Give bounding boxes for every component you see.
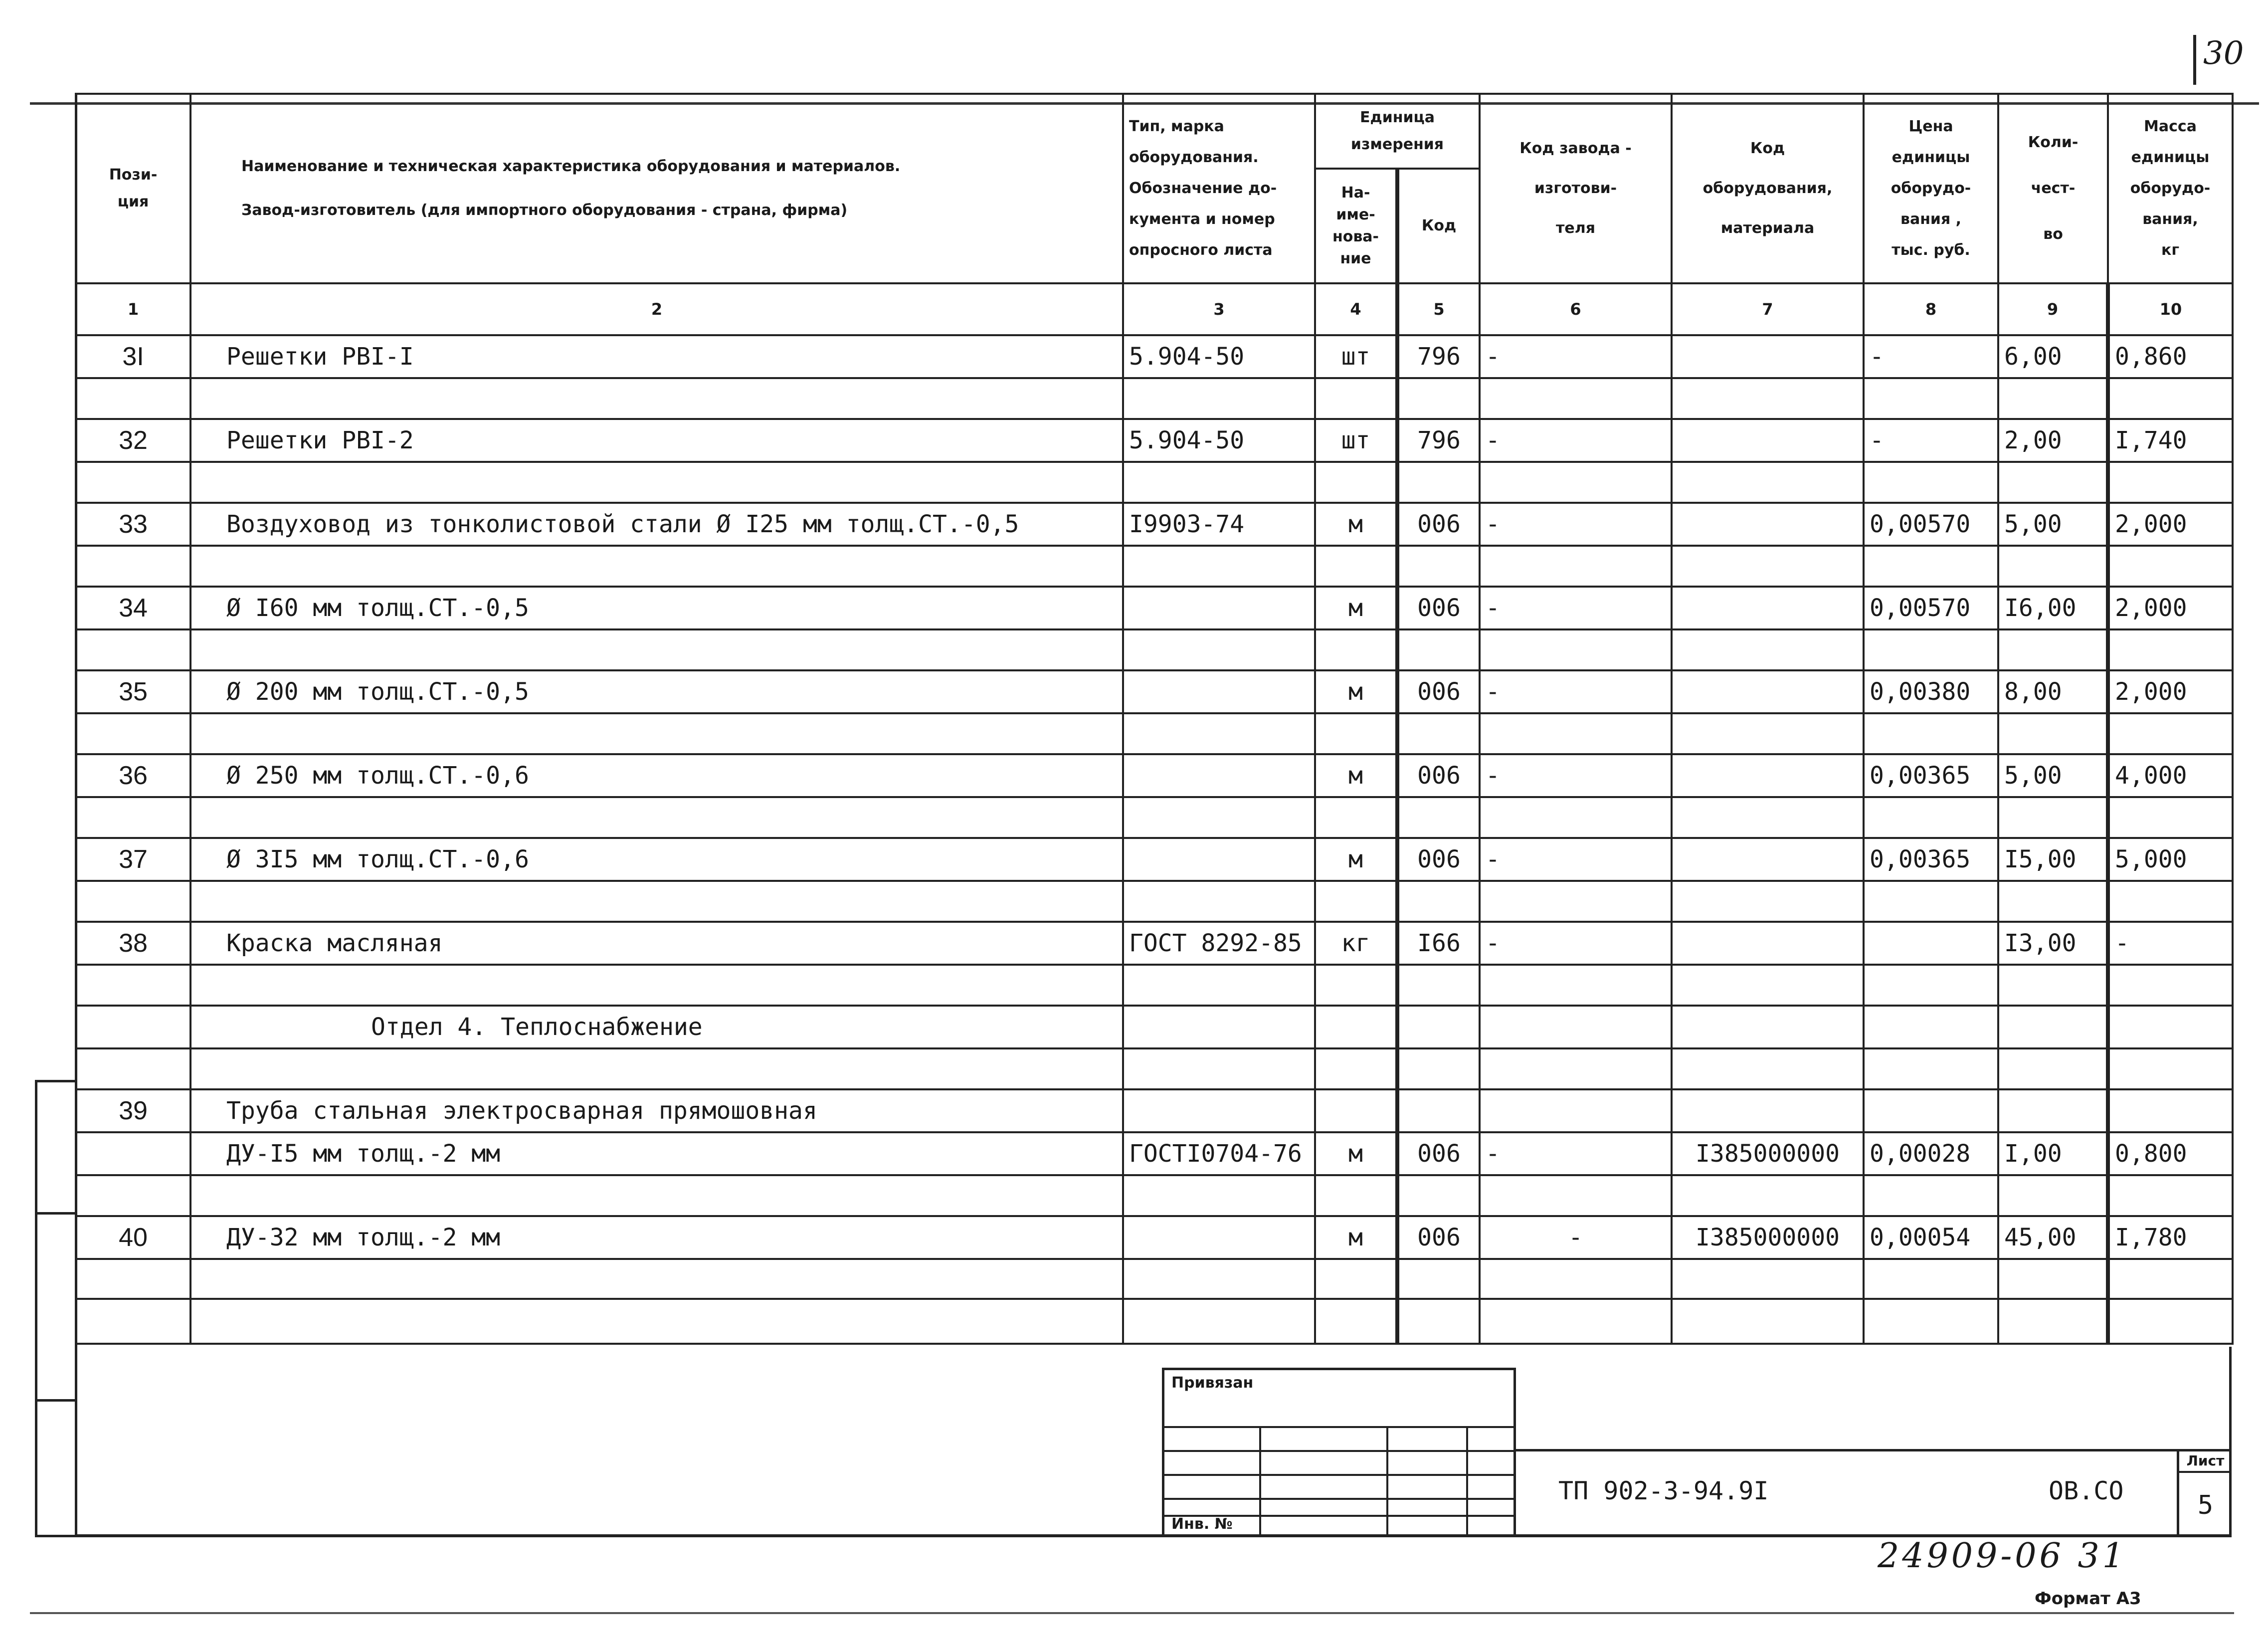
- price-cell: -: [1864, 335, 1998, 378]
- column-number: 1: [76, 283, 190, 335]
- price-cell: -: [1864, 419, 1998, 462]
- name-cell: Ø 3I5 мм толщ.СТ.-0,6: [190, 838, 1123, 881]
- header-plant-code: Код завода - изготови- теля: [1480, 94, 1672, 283]
- document-cell: [1123, 838, 1315, 881]
- material-code-cell: [1672, 503, 1864, 546]
- unit-cell: м: [1315, 670, 1397, 713]
- quantity-cell: I5,00: [1998, 838, 2108, 881]
- section-heading: Отдел 4. Теплоснабжение: [190, 1006, 1123, 1048]
- table-row: [76, 754, 2233, 797]
- material-code-cell: [1672, 335, 1864, 378]
- position-cell: 3I: [76, 335, 190, 378]
- document-cell: I9903-74: [1123, 503, 1315, 546]
- price-cell: 0,00365: [1864, 838, 1998, 881]
- table-row: [76, 462, 2233, 503]
- table-row: [76, 1175, 2233, 1216]
- table-row: [76, 1048, 2233, 1089]
- price-cell: [1864, 922, 1998, 965]
- quantity-cell: I3,00: [1998, 922, 2108, 965]
- document-cell: ГОСТ 8292-85: [1123, 922, 1315, 965]
- table-row: [76, 503, 2233, 546]
- document-cell: 5.904-50: [1123, 419, 1315, 462]
- quantity-cell: 2,00: [1998, 419, 2108, 462]
- quantity-cell: 5,00: [1998, 503, 2108, 546]
- material-code-cell: [1672, 419, 1864, 462]
- document-cell: [1123, 754, 1315, 797]
- document-code: ОВ.СО: [2049, 1476, 2124, 1505]
- unit-cell: м: [1315, 838, 1397, 881]
- quantity-cell: 8,00: [1998, 670, 2108, 713]
- specification-table: [75, 93, 2234, 1345]
- table-row: [76, 546, 2233, 587]
- mass-cell: 0,860: [2108, 335, 2233, 378]
- unit-cell: кг: [1315, 922, 1397, 965]
- unit-code-cell: I66: [1397, 922, 1480, 965]
- unit-cell: м: [1315, 1216, 1397, 1259]
- position-cell: 40: [76, 1216, 190, 1259]
- unit-code-cell: 006: [1397, 1132, 1480, 1175]
- table-row: [76, 629, 2233, 670]
- unit-code-cell: 006: [1397, 838, 1480, 881]
- quantity-cell: I6,00: [1998, 587, 2108, 629]
- name-cell: Ø I60 мм толщ.СТ.-0,5: [190, 587, 1123, 629]
- table-row: [76, 1299, 2233, 1344]
- attached-label: Привязан: [1171, 1374, 1254, 1392]
- document-cell: ГОСТI0704-76: [1123, 1132, 1315, 1175]
- mass-cell: I,740: [2108, 419, 2233, 462]
- column-number: 8: [1864, 283, 1998, 335]
- table-row: [76, 713, 2233, 754]
- document-cell: [1123, 670, 1315, 713]
- table-row: [76, 335, 2233, 378]
- table-row: [76, 1006, 2233, 1048]
- title-block-divider: [1516, 1449, 2177, 1451]
- plant-code-cell: -: [1480, 922, 1672, 965]
- header-unit-code: Код: [1397, 169, 1480, 283]
- mass-cell: 2,000: [2108, 503, 2233, 546]
- header-unit: Единица измерения: [1315, 94, 1480, 169]
- column-number: 6: [1480, 283, 1672, 335]
- plant-code-cell: -: [1480, 1132, 1672, 1175]
- table-row: [76, 378, 2233, 419]
- margin-stamp-frame: [35, 1080, 75, 1537]
- table-row: [76, 1216, 2233, 1259]
- price-cell: 0,00570: [1864, 503, 1998, 546]
- mass-cell: I,780: [2108, 1216, 2233, 1259]
- quantity-cell: 6,00: [1998, 335, 2108, 378]
- column-number: 3: [1123, 283, 1315, 335]
- plant-code-cell: -: [1480, 587, 1672, 629]
- price-cell: 0,00365: [1864, 754, 1998, 797]
- price-cell: 0,00380: [1864, 670, 1998, 713]
- position-cell: 35: [76, 670, 190, 713]
- unit-cell: м: [1315, 754, 1397, 797]
- price-cell: 0,00028: [1864, 1132, 1998, 1175]
- header-quantity: Коли- чест- во: [1998, 94, 2108, 283]
- price-cell: 0,00570: [1864, 587, 1998, 629]
- position-cell: 36: [76, 754, 190, 797]
- unit-cell: шт: [1315, 419, 1397, 462]
- mass-cell: 5,000: [2108, 838, 2233, 881]
- name-cell: Воздуховод из тонколистовой стали Ø I25 мм толщ.СТ.-0,5: [190, 503, 1123, 546]
- unit-code-cell: 006: [1397, 670, 1480, 713]
- plant-code-cell: -: [1480, 754, 1672, 797]
- table-row: [76, 797, 2233, 838]
- unit-cell: м: [1315, 1132, 1397, 1175]
- material-code-cell: [1672, 754, 1864, 797]
- unit-code-cell: 006: [1397, 1216, 1480, 1259]
- title-block-frame: [75, 1347, 2232, 1537]
- header-material-code: Код оборудования, материала: [1672, 94, 1864, 283]
- table-row: [76, 1259, 2233, 1299]
- table-row: [76, 670, 2233, 713]
- unit-code-cell: 006: [1397, 503, 1480, 546]
- header-unit-name: На- име- нова- ние: [1315, 169, 1397, 283]
- name-cell: ДУ-32 мм толщ.-2 мм: [190, 1216, 1123, 1259]
- column-number: 10: [2108, 283, 2233, 335]
- name-cell: Труба стальная электросварная прямошовная: [190, 1089, 1123, 1132]
- sheet-number: 5: [2197, 1490, 2214, 1520]
- header-mass: Масса единицы оборудо- вания, кг: [2108, 94, 2233, 283]
- table-row: [76, 922, 2233, 965]
- project-designation: ТП 902-3-94.9I: [1558, 1476, 1769, 1505]
- unit-cell: м: [1315, 503, 1397, 546]
- plant-code-cell: -: [1480, 838, 1672, 881]
- format-label: Формат А3: [2035, 1589, 2141, 1609]
- name-cell: Ø 200 мм толщ.СТ.-0,5: [190, 670, 1123, 713]
- price-cell: 0,00054: [1864, 1216, 1998, 1259]
- quantity-cell: I,00: [1998, 1132, 2108, 1175]
- header-name: [190, 94, 1123, 283]
- plant-code-cell: -: [1480, 419, 1672, 462]
- name-cell: Ø 250 мм толщ.СТ.-0,6: [190, 754, 1123, 797]
- table-row: [76, 1132, 2233, 1175]
- name-cell: Решетки PBI-I: [190, 335, 1123, 378]
- table-row: [76, 587, 2233, 629]
- sheet-corner-number: 30: [2193, 35, 2258, 85]
- table-row: [76, 881, 2233, 922]
- unit-code-cell: 796: [1397, 419, 1480, 462]
- plant-code-cell: -: [1480, 503, 1672, 546]
- header-price: Цена единицы оборудо- вания , тыс. руб.: [1864, 94, 1998, 283]
- header-type: Тип, марка оборудования. Обозначение до-кумента и номер опросного листа: [1123, 94, 1315, 283]
- sheet-number-box: [2177, 1449, 2232, 1537]
- plant-code-cell: -: [1480, 1216, 1672, 1259]
- document-cell: 5.904-50: [1123, 335, 1315, 378]
- quantity-cell: 5,00: [1998, 754, 2108, 797]
- position-cell: 32: [76, 419, 190, 462]
- mass-cell: 2,000: [2108, 670, 2233, 713]
- column-number: 9: [1998, 283, 2108, 335]
- column-number: 5: [1397, 283, 1480, 335]
- mass-cell: 0,800: [2108, 1132, 2233, 1175]
- mass-cell: 2,000: [2108, 587, 2233, 629]
- name-cell: ДУ-I5 мм толщ.-2 мм: [190, 1132, 1123, 1175]
- unit-code-cell: 006: [1397, 754, 1480, 797]
- handwritten-archive-number: 24909-06 31: [1878, 1536, 2127, 1576]
- unit-code-cell: 796: [1397, 335, 1480, 378]
- position-cell: 37: [76, 838, 190, 881]
- material-code-cell: [1672, 587, 1864, 629]
- mass-cell: 4,000: [2108, 754, 2233, 797]
- table-row: [76, 965, 2233, 1006]
- column-number: 7: [1672, 283, 1864, 335]
- quantity-cell: 45,00: [1998, 1216, 2108, 1259]
- column-number: 4: [1315, 283, 1397, 335]
- material-code-cell: [1672, 922, 1864, 965]
- material-code-cell: I385000000: [1672, 1132, 1864, 1175]
- position-cell: 33: [76, 503, 190, 546]
- plant-code-cell: -: [1480, 670, 1672, 713]
- material-code-cell: [1672, 670, 1864, 713]
- bottom-rule: [30, 1612, 2234, 1614]
- table-row: [76, 1089, 2233, 1132]
- document-cell: [1123, 587, 1315, 629]
- table-row: [76, 838, 2233, 881]
- mass-cell: -: [2108, 922, 2233, 965]
- position-cell: 34: [76, 587, 190, 629]
- material-code-cell: [1672, 838, 1864, 881]
- attachment-stamp: [1162, 1368, 1516, 1537]
- unit-cell: шт: [1315, 335, 1397, 378]
- inventory-label: Инв. №: [1171, 1515, 1233, 1533]
- name-cell: Краска масляная: [190, 922, 1123, 965]
- margin-divider: [35, 1212, 75, 1215]
- column-number: 2: [190, 283, 1123, 335]
- margin-divider: [35, 1399, 75, 1402]
- sheet-label: Лист: [2179, 1452, 2232, 1473]
- position-cell: 38: [76, 922, 190, 965]
- material-code-cell: I385000000: [1672, 1216, 1864, 1259]
- table-row: [76, 419, 2233, 462]
- header-position: Пози- ция: [76, 94, 190, 283]
- plant-code-cell: -: [1480, 335, 1672, 378]
- header-name-line2: Завод-изготовитель (для импортного оборудования - страна, фирма): [241, 202, 848, 219]
- unit-cell: м: [1315, 587, 1397, 629]
- header-name-line1: Наименование и техническая характеристика оборудования и материалов.: [241, 158, 901, 175]
- name-cell: Решетки PBI-2: [190, 419, 1123, 462]
- unit-code-cell: 006: [1397, 587, 1480, 629]
- position-cell: 39: [76, 1089, 190, 1132]
- document-cell: [1123, 1216, 1315, 1259]
